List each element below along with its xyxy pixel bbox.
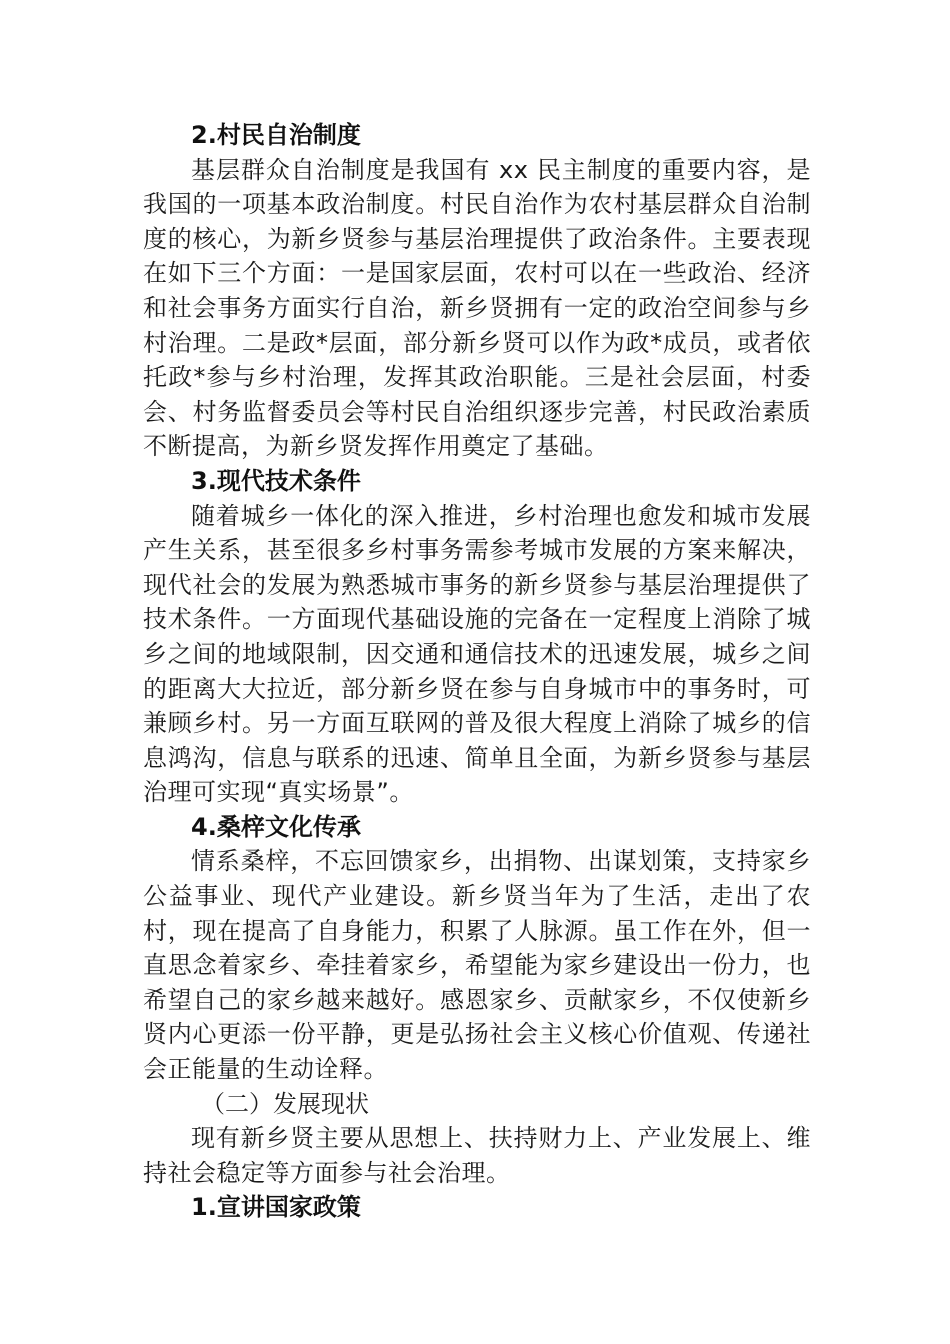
document-body	[143, 118, 811, 1225]
section-heading-modern-technology: 3.现代技术条件	[191, 466, 361, 495]
section-heading-village-autonomy: 2.村民自治制度	[191, 121, 361, 149]
subsection-title-development-status: （二）发展现状	[201, 1089, 369, 1118]
subsection-paragraph-development-status: 现有新乡贤主要从思想上、扶持财力上、产业发展上、维持社会稳定等方面参与社会治理。	[143, 1124, 811, 1187]
section-paragraph-village-autonomy: 基层群众自治制度是我国有 xx 民主制度的重要内容，是我国的一项基本政治制度。村民自治作为农村基层群众自治制度的核心，为新乡贤参与基层治理提供了政治条件。主要表现在如下三个方面：一是国家层面，农村可以在一些政治、经济和社会事务方面实行自治，新乡贤拥有一定的政治空间参与乡村治理。二是政*层面，部分新乡贤可以作为政*成员，或者依托政*参与乡村治理，发挥其政治职能。三是社会层面，村委会、村务监督委员会等村民自治组织逐步完善，村民政治素质不断提高，为新乡贤发挥作用奠定了基础。	[143, 155, 811, 461]
section-heading-policy-promotion: 1.宣讲国家政策	[191, 1193, 361, 1222]
section-paragraph-modern-technology: 随着城乡一体化的深入推进，乡村治理也愈发和城市发展产生关系，甚至很多乡村事务需参考城市发展的方案来解决，现代社会的发展为熟悉城市事务的新乡贤参与基层治理提供了技术条件。一方面现代基础设施的完备在一定程度上消除了城乡之间的地域限制，因交通和通信技术的迅速发展，城乡之间的距离大大拉近，部分新乡贤在参与自身城市中的事务时，可兼顾乡村。另一方面互联网的普及很大程度上消除了城乡的信息鸿沟，信息与联系的迅速、简单且全面，为新乡贤参与基层治理可实现“真实场景”。	[143, 501, 811, 807]
section-heading-hometown-culture: 4.桑梓文化传承	[191, 812, 361, 841]
section-paragraph-hometown-culture: 情系桑梓，不忘回馈家乡，出捐物、出谋划策，支持家乡公益事业、现代产业建设。新乡贤当年为了生活，走出了农村，现在提高了自身能力，积累了人脉源。虽工作在外，但一直思念着家乡、牵挂着家乡，希望能为家乡建设出一份力，也希望自己的家乡越来越好。感恩家乡、贡献家乡，不仅使新乡贤内心更添一份平静，更是弘扬社会主义核心价值观、传递社会正能量的生动诠释。	[143, 847, 811, 1084]
